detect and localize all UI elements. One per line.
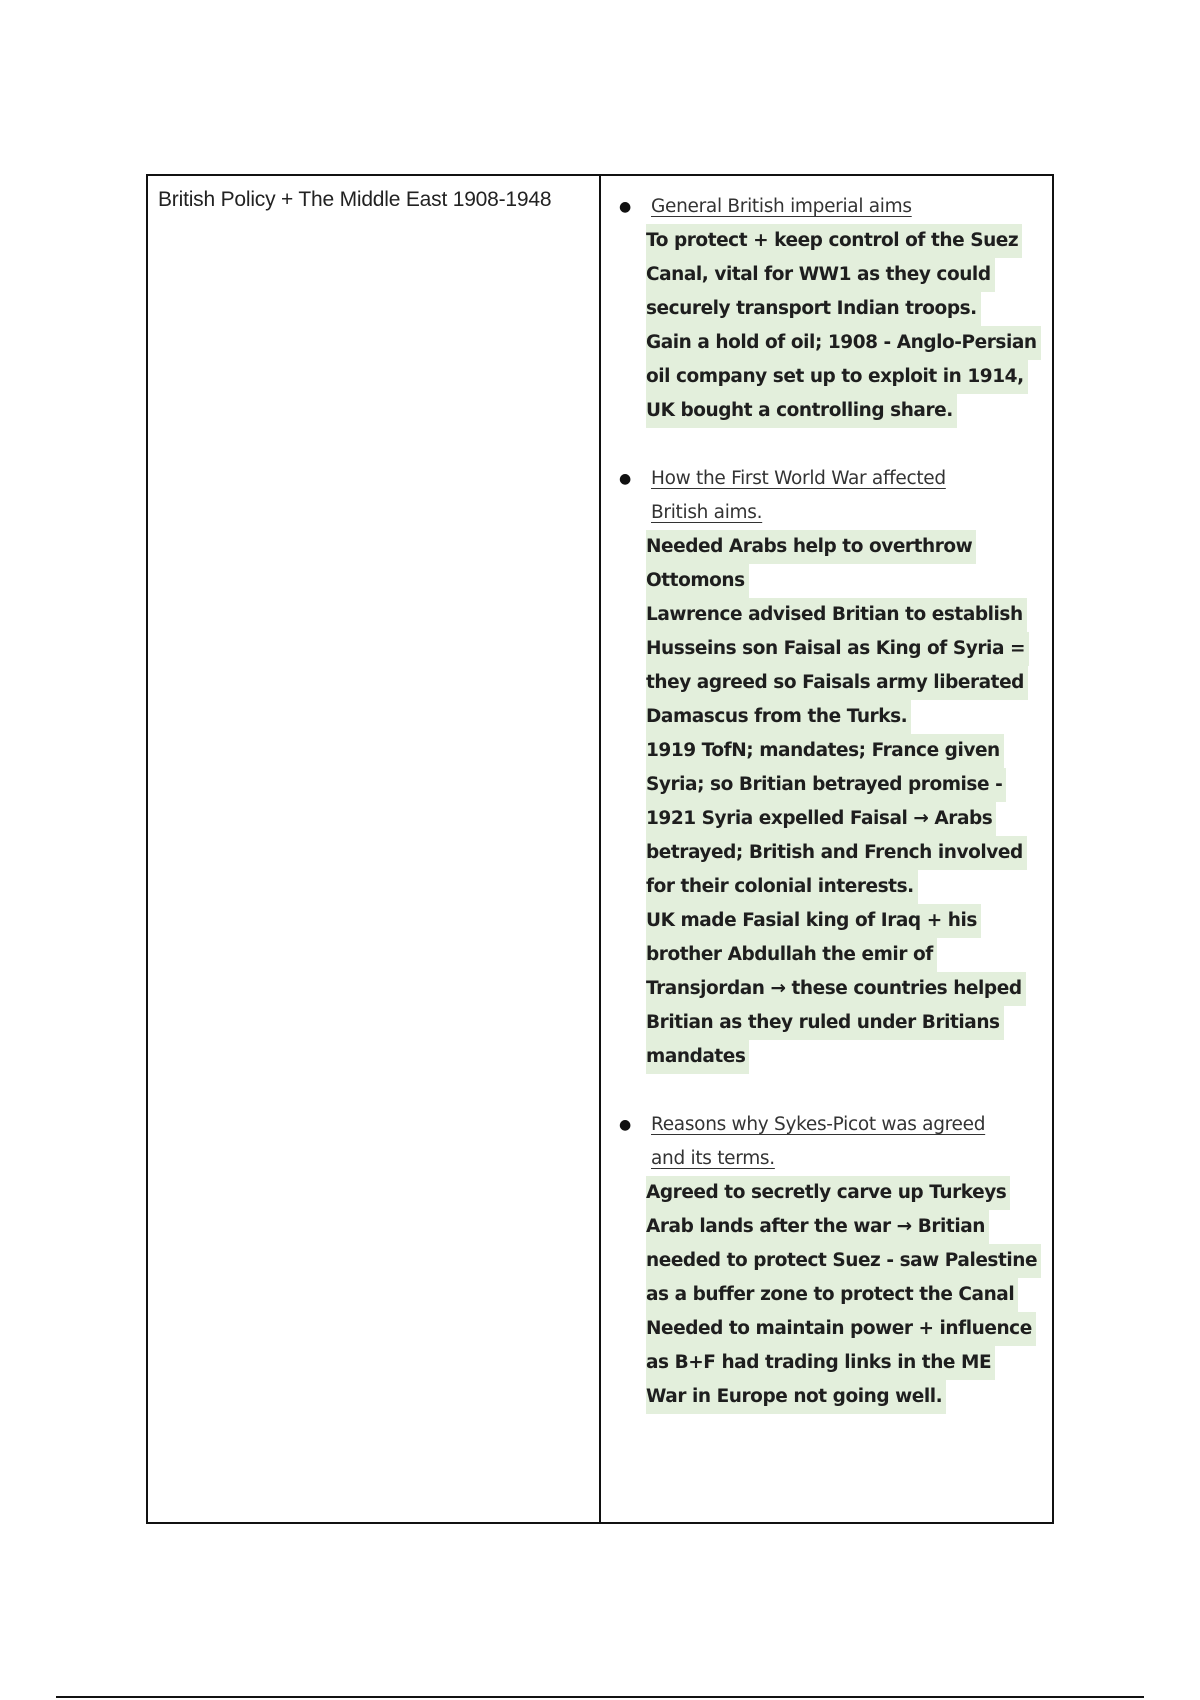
note-line: Needed to maintain power + influence <box>646 1312 1036 1346</box>
topic-title: British Policy + The Middle East 1908-1948 <box>158 188 552 211</box>
note-line: as B+F had trading links in the ME <box>646 1346 995 1380</box>
section-heading-text <box>651 190 1031 224</box>
footer-rule <box>56 1696 1144 1698</box>
note-line: Canal, vital for WW1 as they could <box>646 258 995 292</box>
note-line: mandates <box>646 1040 749 1074</box>
section-heading-text <box>651 1108 1031 1176</box>
note-line: Agreed to secretly carve up Turkeys <box>646 1176 1010 1210</box>
note-line: Britian as they ruled under Britians <box>646 1006 1004 1040</box>
note-line: for their colonial interests. <box>646 870 918 904</box>
note-line: Transjordan → these countries helped <box>646 972 1026 1006</box>
note-line: betrayed; British and French involved <box>646 836 1027 870</box>
section-heading <box>619 462 1052 530</box>
bullet-icon: ● <box>619 199 632 215</box>
note-line: Needed Arabs help to overthrow <box>646 530 976 564</box>
section-body <box>646 530 1052 1074</box>
section-heading <box>619 190 1052 224</box>
heading-line: How the First World War affected <box>651 468 946 489</box>
topic-cell <box>148 176 601 1522</box>
note-line: Syria; so Britian betrayed promise - <box>646 768 1006 802</box>
note-line: Damascus from the Turks. <box>646 700 911 734</box>
notes-cell <box>601 176 1052 1522</box>
section-heading-text <box>651 462 1031 530</box>
note-line: Gain a hold of oil; 1908 - Anglo-Persian <box>646 326 1041 360</box>
note-line: securely transport Indian troops. <box>646 292 981 326</box>
note-line: 1919 TofN; mandates; France given <box>646 734 1004 768</box>
note-line: Lawrence advised Britian to establish <box>646 598 1027 632</box>
heading-line: Reasons why Sykes-Picot was agreed <box>651 1114 986 1135</box>
note-line: needed to protect Suez - saw Palestine <box>646 1244 1041 1278</box>
bullet-icon: ● <box>619 471 632 487</box>
heading-line: British aims. <box>651 502 763 523</box>
note-line: Husseins son Faisal as King of Syria = <box>646 632 1029 666</box>
heading-line: General British imperial aims <box>651 196 912 217</box>
heading-line: and its terms. <box>651 1148 775 1169</box>
section-heading <box>619 1108 1052 1176</box>
note-line: To protect + keep control of the Suez <box>646 224 1022 258</box>
section-body <box>646 1176 1052 1414</box>
note-line: UK bought a controlling share. <box>646 394 957 428</box>
note-line: War in Europe not going well. <box>646 1380 946 1414</box>
note-line: as a buffer zone to protect the Canal <box>646 1278 1018 1312</box>
note-line: they agreed so Faisals army liberated <box>646 666 1028 700</box>
note-line: 1921 Syria expelled Faisal → Arabs <box>646 802 996 836</box>
note-line: UK made Fasial king of Iraq + his <box>646 904 981 938</box>
note-line: oil company set up to exploit in 1914, <box>646 360 1028 394</box>
bullet-icon: ● <box>619 1117 632 1133</box>
section-ww1-effects <box>619 462 1052 1074</box>
note-line: Ottomons <box>646 564 749 598</box>
section-body <box>646 224 1052 428</box>
notes-table <box>146 174 1054 1524</box>
note-line: brother Abdullah the emir of <box>646 938 937 972</box>
section-general-aims <box>619 190 1052 428</box>
note-line: Arab lands after the war → Britian <box>646 1210 989 1244</box>
section-sykes-picot <box>619 1108 1052 1414</box>
